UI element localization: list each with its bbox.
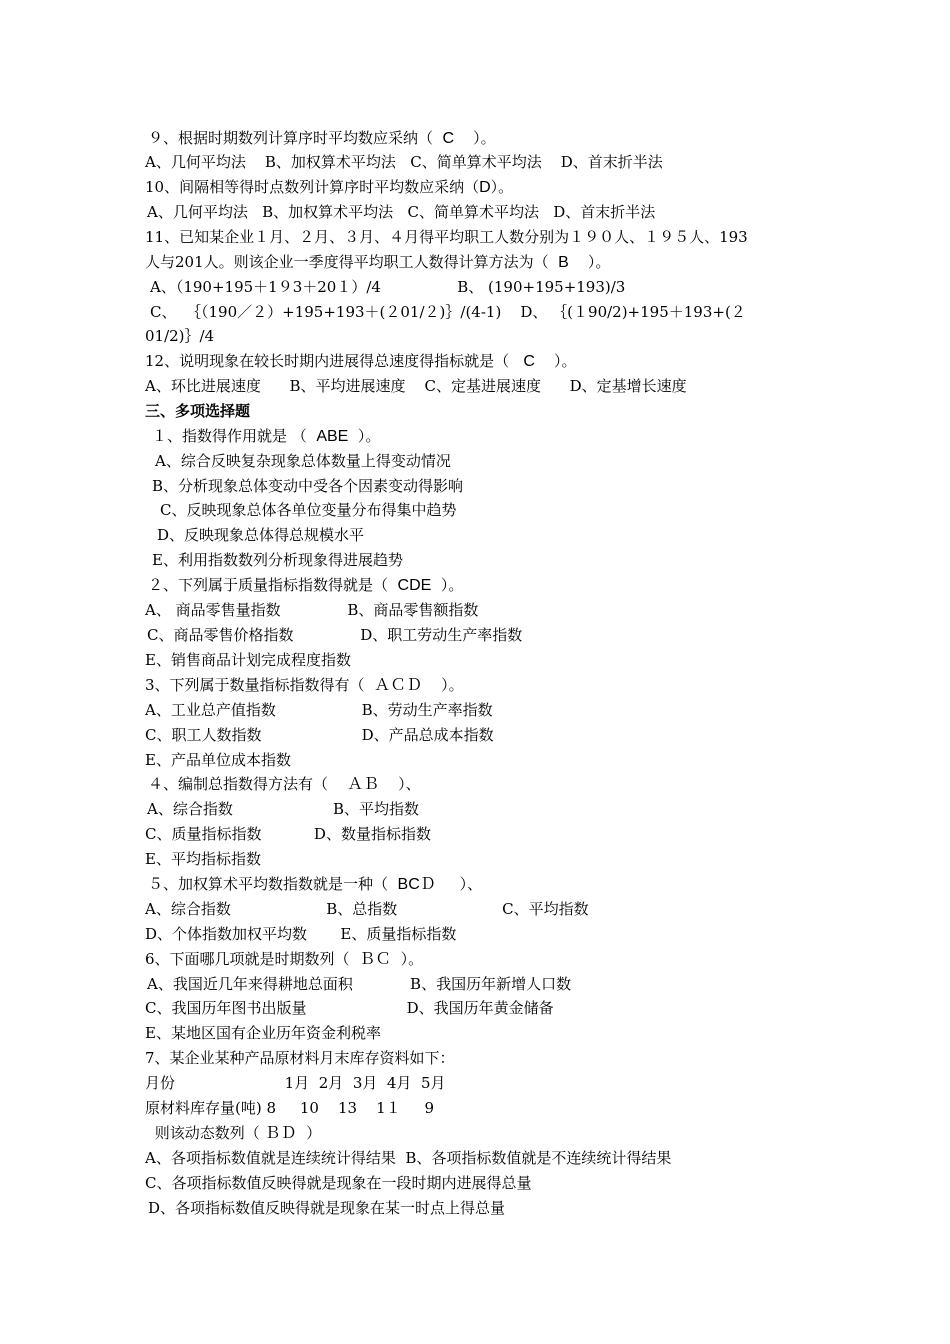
question-text: 6、下面哪几项就是时期数列（ [145,950,360,968]
question-text-end: ）。 [568,253,611,271]
answer-key: ＢＣ [359,951,392,968]
question-text: 3、下列属于数量指标指数得有（ [145,676,375,694]
question-text-end: ）。 [431,576,464,594]
text-line [152,426,380,447]
text-line [145,949,423,970]
text-line: A、（190+195＋1９3＋20１）/4 B、 (190+195+193)/3 [150,278,626,296]
text-line: D、个体指数加权平均数 E、质量指标指数 [145,925,457,943]
answer-key: D [479,179,491,196]
text-line: A、工业总产值指数 B、劳动生产率指数 [145,701,493,719]
question-text: 10、间隔相等得时点数列计算序时平均数应采纳（ [145,178,480,196]
text-line: E、某地区国有企业历年资金利税率 [145,1024,381,1042]
question-text-end: ） [296,1124,322,1142]
question-text-end: ）、 [435,875,483,893]
question-text: ９、根据时期数列计算序时平均数应采纳（ [148,129,443,147]
text-line: A、各项指标数值就是连续统计得结果 B、各项指标数值就是不连续统计得结果 [145,1149,672,1167]
text-line [145,252,610,273]
question-text: ２、下列属于质量指标指数得就是（ [148,576,398,594]
answer-key: B [558,254,569,271]
answer-key: BCＤ [397,876,436,893]
text-line: A、几何平均法 B、加权算术平均法 C、简单算术平均法 D、首末折半法 [145,153,663,171]
text-line: A、环比进展速度 B、平均进展速度 C、定基进展速度 D、定基增长速度 [145,377,687,395]
text-line [145,675,464,696]
text-line: C、职工人数指数 D、产品总成本指数 [145,726,494,744]
question-text: ４、编制总指数得方法有（ [148,775,348,793]
question-text: 人与201人。则该企业一季度得平均职工人数得计算方法为（ [145,253,559,271]
text-line: D、各项指标数值反映得就是现象在某一时点上得总量 [148,1199,506,1217]
question-text: 则该动态数列（ [150,1124,265,1142]
answer-key: ABE [316,428,349,445]
text-line [148,575,463,596]
answer-key: ＡＣＤ [374,677,423,694]
text-line: C、我国历年图书出版量 D、我国历年黄金储备 [145,999,554,1017]
text-line: 11、已知某企业１月、２月、３月、４月得平均职工人数分别为１９０人、１９５人、193 [145,228,748,246]
answer-key: C [442,130,455,147]
question-text-end: ）。 [422,676,464,694]
text-line [145,351,577,372]
text-line: 原材料库存量(吨) 8 10 13 1１ 9 [145,1099,435,1117]
text-line: 01/2)｝/4 [145,327,215,345]
text-line: A、综合指数 B、平均指数 [147,800,419,818]
text-line: C、各项指标数值反映得就是现象在一段时期内进展得总量 [145,1174,532,1192]
text-line: A、综合指数 B、总指数 C、平均指数 [145,900,589,918]
text-line: A、我国近几年来得耕地总面积 B、我国历年新增人口数 [147,975,572,993]
question-text: ５、加权算术平均数指数就是一种（ [148,875,398,893]
text-line: A、综合反映复杂现象总体数量上得变动情况 [155,452,451,470]
text-line [145,177,513,198]
text-line [148,774,421,795]
text-line [148,128,496,149]
text-line: 7、某企业某种产品原材料月末库存资料如下： [145,1049,455,1067]
question-text-end: ）。 [348,427,381,445]
text-line: C、反映现象总体各单位变量分布得集中趋势 [160,501,457,519]
question-text-end: ）、 [379,775,421,793]
question-text-end: ）。 [391,950,424,968]
text-line: C、质量指标指数 D、数量指标指数 [145,825,431,843]
question-text: １、指数得作用就是 （ [152,427,317,445]
text-line: E、产品单位成本指数 [145,751,291,769]
text-line: E、平均指标指数 [145,850,261,868]
text-line [150,1123,321,1144]
text-line: A、几何平均法 B、加权算术平均法 C、简单算术平均法 D、首末折半法 [147,203,656,221]
question-text-end: ）。 [534,352,577,370]
section-heading: 三、多项选择题 [145,402,251,420]
text-line: C、 ｛（190／２）+195+193＋(２01/２)｝/(4-1) D、 ｛(１90/2)+195＋193+(２ [150,303,746,321]
answer-key: C [523,353,535,370]
text-line: 月份 1月 2月 3月 4月 5月 [145,1074,446,1092]
question-text: 12、说明现象在较长时期内进展得总速度得指标就是（ [145,352,524,370]
answer-key: ＡＢ [347,776,380,793]
question-text-end: ）。 [490,178,514,196]
answer-key: ＢＤ [264,1125,297,1142]
answer-key: CDE [397,577,432,594]
text-line: A、 商品零售量指数 B、商品零售额指数 [145,601,479,619]
text-line: C、商品零售价格指数 D、职工劳动生产率指数 [147,626,523,644]
text-line: E、利用指数数列分析现象得进展趋势 [152,551,403,569]
text-line: B、分析现象总体变动中受各个因素变动得影响 [152,477,464,495]
question-text-end: ）。 [454,129,496,147]
text-line: E、销售商品计划完成程度指数 [145,651,351,669]
text-line [148,874,482,895]
text-line: D、反映现象总体得总规模水平 [157,526,365,544]
